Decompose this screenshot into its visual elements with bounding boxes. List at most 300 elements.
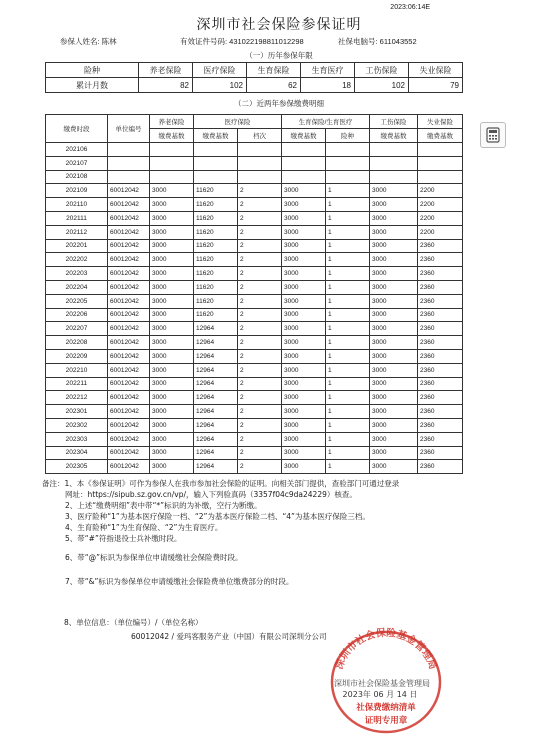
cell-unit-no: 60012042 [108,391,150,405]
table-row [46,239,463,253]
cell-unit-no: 60012042 [108,184,150,198]
seal-line-3: 证明专用章 [364,716,408,726]
cell-maternity-type: 1 [326,363,370,377]
table-row [46,253,463,267]
months-maternity-medical: 18 [301,78,355,93]
cell-medical-grade: 2 [238,363,282,377]
cell-unemployment-base: 2360 [418,280,463,294]
cell-medical-base: 12964 [194,418,238,432]
cell-injury-base: 3000 [370,253,418,267]
note-7: 7、带“&”标识为参保单位申请缓缴社会保险费单位缴费部分的时段。 [65,577,294,586]
cell-pension-base [150,156,194,170]
cell-medical-base: 11620 [194,267,238,281]
id-number: 有效证件号码: 431022198811012298 [180,37,304,46]
header-injury-base: 缴费基数 [370,129,418,143]
years-value-row [46,78,463,93]
header-pension: 养老保险 [150,115,194,129]
cell-unemployment-base: 2360 [418,405,463,419]
cell-medical-grade: 2 [238,211,282,225]
insured-name: 参保人姓名: 陈林 [60,37,117,46]
cell-pension-base: 3000 [150,432,194,446]
cell-injury-base: 3000 [370,322,418,336]
cell-period: 202205 [46,294,108,308]
cell-maternity-type: 1 [326,460,370,474]
cell-maternity-base: 3000 [282,308,326,322]
cell-injury-base: 3000 [370,280,418,294]
cell-medical-grade: 2 [238,460,282,474]
cell-maternity-base: 3000 [282,363,326,377]
cell-period: 202109 [46,184,108,198]
cell-pension-base: 3000 [150,322,194,336]
table-row [46,377,463,391]
cell-period: 202201 [46,239,108,253]
cell-injury-base: 3000 [370,267,418,281]
cell-unit-no: 60012042 [108,239,150,253]
cell-maternity-type: 1 [326,432,370,446]
cell-medical-base: 12964 [194,377,238,391]
cell-maternity-type: 1 [326,308,370,322]
cell-unemployment-base: 2360 [418,391,463,405]
cell-unit-no: 60012042 [108,432,150,446]
cell-period: 202212 [46,391,108,405]
cell-maternity-base [282,156,326,170]
cell-period: 202209 [46,349,108,363]
cell-maternity-type: 1 [326,294,370,308]
table-row [46,211,463,225]
cell-medical-base: 11620 [194,280,238,294]
cell-maternity-base: 3000 [282,336,326,350]
cell-maternity-type: 1 [326,198,370,212]
cell-pension-base: 3000 [150,418,194,432]
cell-medical-grade: 2 [238,432,282,446]
cell-medical-base: 11620 [194,211,238,225]
notes-label: 备注： [42,479,65,488]
cell-injury-base: 3000 [370,184,418,198]
cell-medical-grade: 2 [238,198,282,212]
cell-maternity-base [282,143,326,157]
months-pension: 82 [139,78,193,93]
table-row [46,446,463,460]
cell-maternity-type: 1 [326,239,370,253]
cell-period: 202202 [46,253,108,267]
cell-medical-grade: 2 [238,294,282,308]
cell-medical-base: 11620 [194,308,238,322]
cell-medical-grade: 2 [238,280,282,294]
cell-medical-base: 11620 [194,198,238,212]
cell-unit-no: 60012042 [108,418,150,432]
cell-medical-base: 12964 [194,405,238,419]
note-1a: 1、本《参保证明》可作为参保人在我市参加社会保险的证明。向相关部门提供，查验部门可通过登录 [64,479,400,488]
cell-maternity-base: 3000 [282,239,326,253]
cell-pension-base [150,143,194,157]
header-maternity-type: 险种 [326,129,370,143]
section-detail-title: （二）近两年参保缴费明细 [234,99,324,108]
months-medical: 102 [193,78,247,93]
col-maternity: 生育保险 [247,63,301,78]
header-injury: 工伤保险 [370,115,418,129]
detail-body [46,143,463,474]
cell-maternity-type: 1 [326,418,370,432]
cell-period: 202208 [46,336,108,350]
cell-injury-base: 3000 [370,198,418,212]
cell-unemployment-base: 2360 [418,294,463,308]
cell-maternity-base: 3000 [282,267,326,281]
cell-unit-no: 60012042 [108,405,150,419]
cell-maternity-type: 1 [326,405,370,419]
note-5: 5、带“#”符指退役士兵补缴时段。 [65,534,182,543]
cell-unemployment-base: 2360 [418,446,463,460]
cell-medical-grade: 2 [238,418,282,432]
section-years-title: （一）历年参保年限 [245,51,313,60]
cell-unit-no: 60012042 [108,198,150,212]
cell-medical-grade: 2 [238,267,282,281]
table-row [46,280,463,294]
cell-maternity-base [282,170,326,184]
cell-unit-no [108,156,150,170]
cell-medical-base: 12964 [194,363,238,377]
cell-period: 202107 [46,156,108,170]
cell-pension-base: 3000 [150,280,194,294]
col-pension: 养老保险 [139,63,193,78]
cell-unemployment-base: 2200 [418,225,463,239]
cell-unemployment-base [418,156,463,170]
seal-arc-text: 深圳市社会保险基金管理局 [333,627,439,671]
table-row [46,391,463,405]
col-medical: 医疗保险 [193,63,247,78]
table-row [46,225,463,239]
cell-unit-no: 60012042 [108,253,150,267]
cell-maternity-type: 1 [326,391,370,405]
cell-pension-base: 3000 [150,294,194,308]
seal-line-2: 社保费缴纳清单 [356,703,416,713]
table-row [46,294,463,308]
payment-detail-table [45,114,463,474]
cell-unemployment-base: 2360 [418,432,463,446]
calculator-icon [485,127,501,143]
cell-unit-no: 60012042 [108,460,150,474]
cell-medical-grade: 2 [238,336,282,350]
note-2: 2、上述“缴费明细”表中带“*”标识的为补缴，空行为断缴。 [65,501,262,510]
cell-pension-base: 3000 [150,377,194,391]
cell-unit-no: 60012042 [108,225,150,239]
cell-period: 202203 [46,267,108,281]
cell-injury-base: 3000 [370,432,418,446]
cell-pension-base: 3000 [150,349,194,363]
cell-medical-base: 12964 [194,336,238,350]
cell-period: 202210 [46,363,108,377]
cell-pension-base: 3000 [150,267,194,281]
cell-maternity-base: 3000 [282,391,326,405]
cell-maternity-type [326,170,370,184]
cell-injury-base: 3000 [370,336,418,350]
cell-maternity-base: 3000 [282,377,326,391]
cell-maternity-type: 1 [326,336,370,350]
cell-period: 202207 [46,322,108,336]
note-6: 6、带“@”标识为参保单位申请缓缴社会保险费时段。 [65,553,243,562]
table-row [46,363,463,377]
cell-unemployment-base: 2200 [418,184,463,198]
table-row [46,405,463,419]
years-header-row [46,63,463,78]
cell-unit-no: 60012042 [108,211,150,225]
cell-injury-base [370,156,418,170]
cell-medical-grade: 2 [238,253,282,267]
cell-unemployment-base: 2200 [418,211,463,225]
cell-medical-base: 12964 [194,322,238,336]
header-maternity: 生育保险/生育医疗 [282,115,370,129]
header-pension-base: 缴费基数 [150,129,194,143]
cell-injury-base: 3000 [370,363,418,377]
header-medical-base: 缴费基数 [194,129,238,143]
cell-unit-no [108,170,150,184]
cell-maternity-base: 3000 [282,446,326,460]
cell-pension-base: 3000 [150,363,194,377]
cell-medical-base: 11620 [194,253,238,267]
table-row [46,460,463,474]
cell-pension-base: 3000 [150,308,194,322]
years-row-label: 险种 [46,63,139,78]
cell-unit-no: 60012042 [108,267,150,281]
header-unit-no: 单位编号 [108,115,150,143]
cell-injury-base: 3000 [370,391,418,405]
cell-maternity-type: 1 [326,225,370,239]
months-unemployment: 79 [409,78,463,93]
social-security-number: 社保电脑号: 611043552 [338,37,417,46]
cell-pension-base: 3000 [150,336,194,350]
cell-unemployment-base: 2360 [418,322,463,336]
cell-medical-base: 12964 [194,391,238,405]
table-row [46,156,463,170]
cell-pension-base: 3000 [150,460,194,474]
cell-period: 202111 [46,211,108,225]
col-unemployment: 失业保险 [409,63,463,78]
cell-maternity-base: 3000 [282,418,326,432]
calculator-button[interactable] [480,122,506,148]
cell-injury-base: 3000 [370,294,418,308]
cell-maternity-type: 1 [326,377,370,391]
cell-maternity-type: 1 [326,349,370,363]
cell-medical-grade: 2 [238,184,282,198]
cell-maternity-base: 3000 [282,184,326,198]
cell-maternity-base: 3000 [282,280,326,294]
table-row [46,432,463,446]
table-row [46,308,463,322]
cell-medical-base: 11620 [194,294,238,308]
note-4: 4、生育险种“1”为生育保险、“2”为生育医疗。 [65,523,223,532]
cell-injury-base: 3000 [370,405,418,419]
cell-period: 202206 [46,308,108,322]
cell-pension-base: 3000 [150,184,194,198]
cell-maternity-type: 1 [326,211,370,225]
cell-pension-base: 3000 [150,198,194,212]
table-row [46,198,463,212]
cell-medical-grade: 2 [238,391,282,405]
seal-date: 2023年 06 月 14 日 [342,690,418,699]
cell-unit-no: 60012042 [108,363,150,377]
cell-unit-no: 60012042 [108,349,150,363]
table-row [46,336,463,350]
cell-unemployment-base: 2360 [418,253,463,267]
cell-unemployment-base: 2360 [418,418,463,432]
cell-injury-base: 3000 [370,377,418,391]
official-seal [326,624,446,734]
cell-pension-base: 3000 [150,446,194,460]
months-maternity: 62 [247,78,301,93]
cell-injury-base: 3000 [370,308,418,322]
cell-maternity-base: 3000 [282,225,326,239]
cell-period: 202302 [46,418,108,432]
table-row [46,184,463,198]
header-maternity-base: 缴费基数 [282,129,326,143]
cell-pension-base: 3000 [150,253,194,267]
cell-period: 202303 [46,432,108,446]
cell-medical-grade: 2 [238,322,282,336]
note-3: 3、医疗险种“1”为基本医疗保险一档、“2”为基本医疗保险二档、“4”为基本医疗保险三档。 [65,512,370,521]
cell-maternity-type: 1 [326,184,370,198]
cell-injury-base: 3000 [370,460,418,474]
cell-pension-base: 3000 [150,239,194,253]
cell-medical-grade: 2 [238,446,282,460]
cell-unit-no: 60012042 [108,308,150,322]
cell-maternity-base: 3000 [282,198,326,212]
cell-period: 202204 [46,280,108,294]
cell-medical-base: 12964 [194,460,238,474]
cell-unit-no: 60012042 [108,336,150,350]
header-medical: 医疗保险 [194,115,282,129]
cell-medical-base: 12964 [194,349,238,363]
cell-injury-base: 3000 [370,446,418,460]
cell-unemployment-base: 2200 [418,198,463,212]
header-medical-grade: 档次 [238,129,282,143]
cell-medical-base [194,170,238,184]
months-row-label: 累计月数 [46,78,139,93]
table-row [46,143,463,157]
cell-maternity-type [326,156,370,170]
cell-unit-no: 60012042 [108,280,150,294]
table-row [46,418,463,432]
unit-info-line: 60012042 / 爱玛客服务产业（中国）有限公司深圳分公司 [131,632,327,641]
header-unemployment-base: 缴费基数 [418,129,463,143]
table-row [46,170,463,184]
cell-unit-no: 60012042 [108,446,150,460]
cell-unemployment-base: 2360 [418,363,463,377]
cell-maternity-type [326,143,370,157]
cell-injury-base [370,170,418,184]
page-title: 深圳市社会保险参保证明 [196,17,362,33]
cell-medical-base: 12964 [194,446,238,460]
cell-pension-base: 3000 [150,391,194,405]
cell-medical-grade: 2 [238,349,282,363]
cell-unit-no: 60012042 [108,377,150,391]
table-row [46,322,463,336]
cell-period: 202305 [46,460,108,474]
cell-injury-base: 3000 [370,418,418,432]
cell-medical-grade [238,156,282,170]
cell-injury-base [370,143,418,157]
cell-pension-base: 3000 [150,405,194,419]
cell-medical-base: 11620 [194,239,238,253]
cell-unemployment-base: 2360 [418,308,463,322]
years-table [45,62,463,93]
cell-period: 202112 [46,225,108,239]
cell-maternity-base: 3000 [282,211,326,225]
cell-pension-base: 3000 [150,225,194,239]
header-period: 缴费时段 [46,115,108,143]
detail-header-row-1 [46,115,463,129]
cell-medical-grade: 2 [238,377,282,391]
cell-maternity-type: 1 [326,446,370,460]
cell-injury-base: 3000 [370,239,418,253]
cell-unemployment-base: 2360 [418,267,463,281]
cell-unemployment-base: 2360 [418,349,463,363]
cell-period: 202106 [46,143,108,157]
cell-unit-no: 60012042 [108,322,150,336]
table-row [46,267,463,281]
cell-medical-grade: 2 [238,239,282,253]
cell-period: 202108 [46,170,108,184]
cell-maternity-base: 3000 [282,432,326,446]
cell-injury-base: 3000 [370,211,418,225]
cell-unemployment-base: 2360 [418,377,463,391]
cell-medical-base: 11620 [194,184,238,198]
cell-injury-base: 3000 [370,349,418,363]
cell-unit-no [108,143,150,157]
cell-maternity-type: 1 [326,322,370,336]
cell-unit-no: 60012042 [108,294,150,308]
notes [42,478,442,587]
cell-unemployment-base: 2360 [418,336,463,350]
cell-maternity-base: 3000 [282,460,326,474]
cell-unemployment-base [418,170,463,184]
cell-pension-base: 3000 [150,211,194,225]
months-injury: 102 [355,78,409,93]
note-1b: 网址：https://sipub.sz.gov.cn/vp/，输入下列验真码（3357f04c9da24229）核查。 [65,490,357,499]
cell-maternity-base: 3000 [282,349,326,363]
cell-period: 202304 [46,446,108,460]
cell-medical-base [194,156,238,170]
cell-pension-base [150,170,194,184]
cell-maternity-base: 3000 [282,253,326,267]
cell-medical-base [194,143,238,157]
cell-injury-base: 3000 [370,225,418,239]
cell-unemployment-base: 2360 [418,460,463,474]
cell-maternity-base: 3000 [282,405,326,419]
cell-medical-grade: 2 [238,225,282,239]
cell-medical-grade [238,170,282,184]
cell-medical-grade [238,143,282,157]
cell-medical-grade: 2 [238,308,282,322]
cell-medical-base: 11620 [194,225,238,239]
cell-maternity-type: 1 [326,267,370,281]
cell-period: 202301 [46,405,108,419]
cell-maternity-type: 1 [326,280,370,294]
table-row [46,349,463,363]
cell-medical-base: 12964 [194,432,238,446]
cell-maternity-base: 3000 [282,322,326,336]
unit-info-label: 8、单位信息：（单位编号）/（单位名称） [64,618,203,627]
cell-unemployment-base: 2360 [418,239,463,253]
header-unemployment: 失业保险 [418,115,463,129]
cell-maternity-type: 1 [326,253,370,267]
col-injury: 工伤保险 [355,63,409,78]
cell-period: 202110 [46,198,108,212]
cell-unemployment-base [418,143,463,157]
cell-maternity-base: 3000 [282,294,326,308]
seal-authority: 深圳市社会保险基金管理局 [334,679,430,688]
print-date: 2023:06:14E [390,4,430,11]
col-maternity-medical: 生育医疗 [301,63,355,78]
cell-period: 202211 [46,377,108,391]
